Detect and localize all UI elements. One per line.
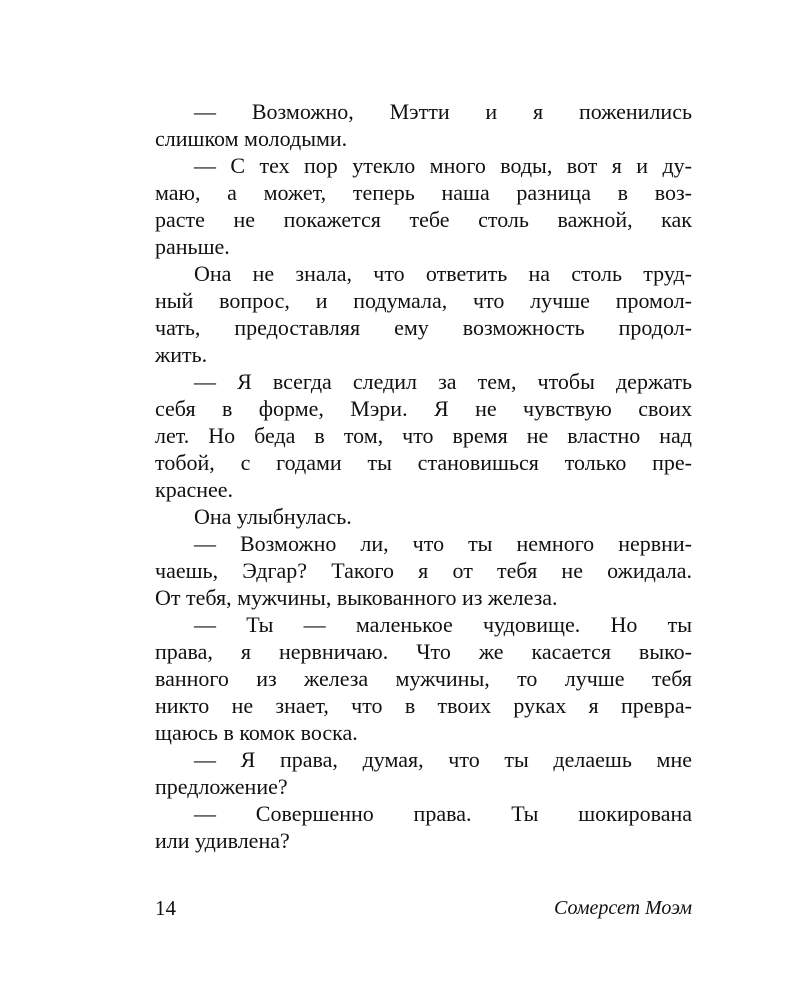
text-line-5: расте не покажется тебе столь важной, как [155, 207, 692, 232]
text-line-20: — Ты — маленькое чудовище. Но ты [194, 612, 692, 637]
page-number: 14 [155, 896, 176, 920]
text-line-10: жить. [155, 342, 208, 367]
text-line-11: — Я всегда следил за тем, чтобы держать [194, 369, 692, 394]
text-line-4: маю, а может, теперь наша разница в воз- [155, 180, 692, 205]
text-line-7: Она не знала, что ответить на столь труд- [194, 261, 692, 286]
page-footer [155, 893, 692, 923]
text-line-12: себя в форме, Мэри. Я не чувствую своих [155, 396, 692, 421]
text-line-25: — Я права, думая, что ты делаешь мне [194, 747, 692, 772]
text-line-23: никто не знает, что в твоих руках я превра- [155, 693, 692, 718]
text-line-18: чаешь, Эдгар? Такого я от тебя не ожидала. [155, 558, 692, 583]
running-author: Сомерсет Моэм [554, 897, 692, 919]
text-line-2: слишком молодыми. [155, 126, 348, 151]
text-line-8: ный вопрос, и подумала, что лучше промол- [155, 288, 692, 313]
text-line-15: краснее. [155, 477, 234, 502]
text-line-17: — Возможно ли, что ты немного нервни- [194, 531, 692, 556]
text-line-24: щаюсь в комок воска. [155, 720, 358, 745]
text-line-21: права, я нервничаю. Что же касается выко- [155, 639, 692, 664]
text-line-9: чать, предоставляя ему возможность продол- [155, 315, 692, 340]
text-line-14: тобой, с годами ты становишься только пре- [155, 450, 692, 475]
text-line-13: лет. Но беда в том, что время не властно над [155, 423, 692, 448]
text-line-26: предложение? [155, 774, 288, 799]
text-line-1: — Возможно, Мэтти и я поженились [194, 99, 692, 124]
text-line-19: От тебя, мужчины, выкованного из железа. [155, 585, 558, 610]
text-line-28: или удивлена? [155, 828, 290, 853]
body-text [155, 98, 692, 854]
text-line-6: раньше. [155, 234, 230, 259]
text-line-27: — Совершенно права. Ты шокирована [194, 801, 692, 826]
text-line-16: Она улыбнулась. [194, 504, 352, 529]
text-line-22: ванного из железа мужчины, то лучше тебя [155, 666, 692, 691]
text-line-3: — С тех пор утекло много воды, вот я и ду- [194, 153, 692, 178]
